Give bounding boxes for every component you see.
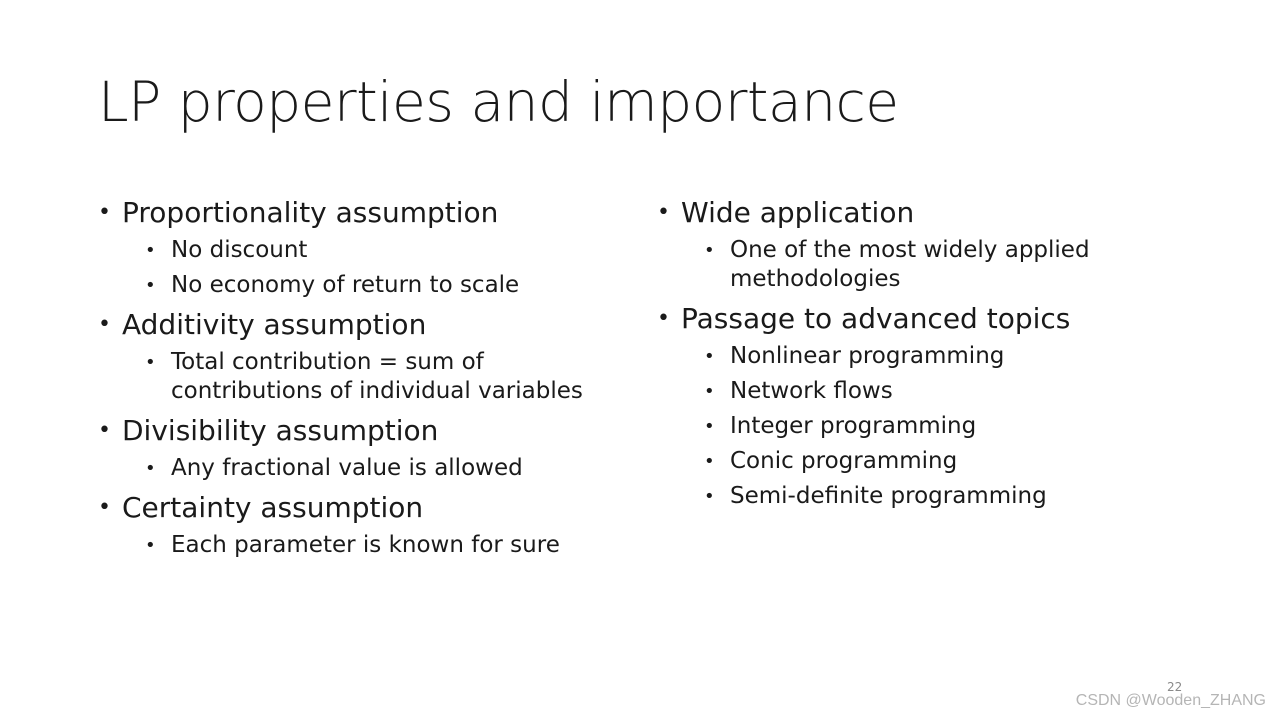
bullet-group — [657, 302, 1137, 511]
sub-bullet-text: Each parameter is known for sure — [171, 532, 560, 558]
sub-bullet-icon: • — [145, 458, 156, 479]
sub-bullet — [98, 348, 618, 406]
left-column — [98, 196, 618, 568]
bullet-heading-text: Additivity assumption — [122, 308, 427, 341]
page-number: 22 — [1167, 680, 1183, 694]
sub-bullet-text: No economy of return to scale — [171, 272, 520, 298]
bullet-heading-text: Wide application — [681, 196, 915, 229]
bullet-heading — [98, 196, 618, 230]
bullet-heading — [657, 196, 1137, 230]
sub-bullet — [98, 531, 618, 560]
sub-bullet-icon: • — [145, 275, 156, 296]
sub-bullet — [657, 236, 1137, 294]
sub-bullet-icon: • — [704, 416, 715, 437]
sub-bullet — [657, 447, 1137, 476]
sub-bullet-icon: • — [704, 346, 715, 367]
sub-bullet-text: Semi-definite programming — [730, 483, 1047, 509]
sub-bullet-text: Nonlinear programming — [730, 343, 1005, 369]
bullet-icon: • — [98, 495, 111, 520]
bullet-heading — [98, 414, 618, 448]
bullet-icon: • — [657, 306, 670, 331]
bullet-group — [98, 414, 618, 483]
sub-bullet-text: One of the most widely applied methodologies — [730, 237, 1090, 292]
bullet-heading-text: Proportionality assumption — [122, 196, 499, 229]
sub-bullet — [657, 342, 1137, 371]
sub-bullet — [657, 482, 1137, 511]
bullet-group — [98, 196, 618, 300]
bullet-heading-text: Divisibility assumption — [122, 414, 439, 447]
slide-title: LP properties and importance — [98, 70, 899, 134]
bullet-heading — [98, 491, 618, 525]
sub-bullet-icon: • — [704, 240, 715, 261]
sub-bullet — [98, 454, 618, 483]
sub-bullet-icon: • — [704, 486, 715, 507]
bullet-icon: • — [98, 312, 111, 337]
sub-bullet-icon: • — [704, 451, 715, 472]
bullet-group — [98, 308, 618, 406]
bullet-heading — [657, 302, 1137, 336]
watermark: CSDN @Wooden_ZHANG — [1075, 692, 1266, 709]
sub-bullet — [98, 271, 618, 300]
right-column — [657, 196, 1137, 519]
sub-bullet-icon: • — [145, 535, 156, 556]
sub-bullet-text: No discount — [171, 237, 308, 263]
sub-bullet-text: Conic programming — [730, 448, 958, 474]
sub-bullet-text: Total contribution = sum of contributions of individual variables — [171, 349, 583, 404]
bullet-heading — [98, 308, 618, 342]
bullet-heading-text: Certainty assumption — [122, 491, 424, 524]
sub-bullet — [657, 377, 1137, 406]
sub-bullet — [657, 412, 1137, 441]
sub-bullet-icon: • — [145, 240, 156, 261]
sub-bullet-text: Any fractional value is allowed — [171, 455, 523, 481]
bullet-icon: • — [657, 200, 670, 225]
bullet-group — [98, 491, 618, 560]
sub-bullet — [98, 236, 618, 265]
sub-bullet-icon: • — [704, 381, 715, 402]
sub-bullet-text: Integer programming — [730, 413, 977, 439]
bullet-icon: • — [98, 418, 111, 443]
bullet-heading-text: Passage to advanced topics — [681, 302, 1071, 335]
bullet-group — [657, 196, 1137, 294]
sub-bullet-icon: • — [145, 352, 156, 373]
sub-bullet-text: Network flows — [730, 378, 893, 404]
bullet-icon: • — [98, 200, 111, 225]
